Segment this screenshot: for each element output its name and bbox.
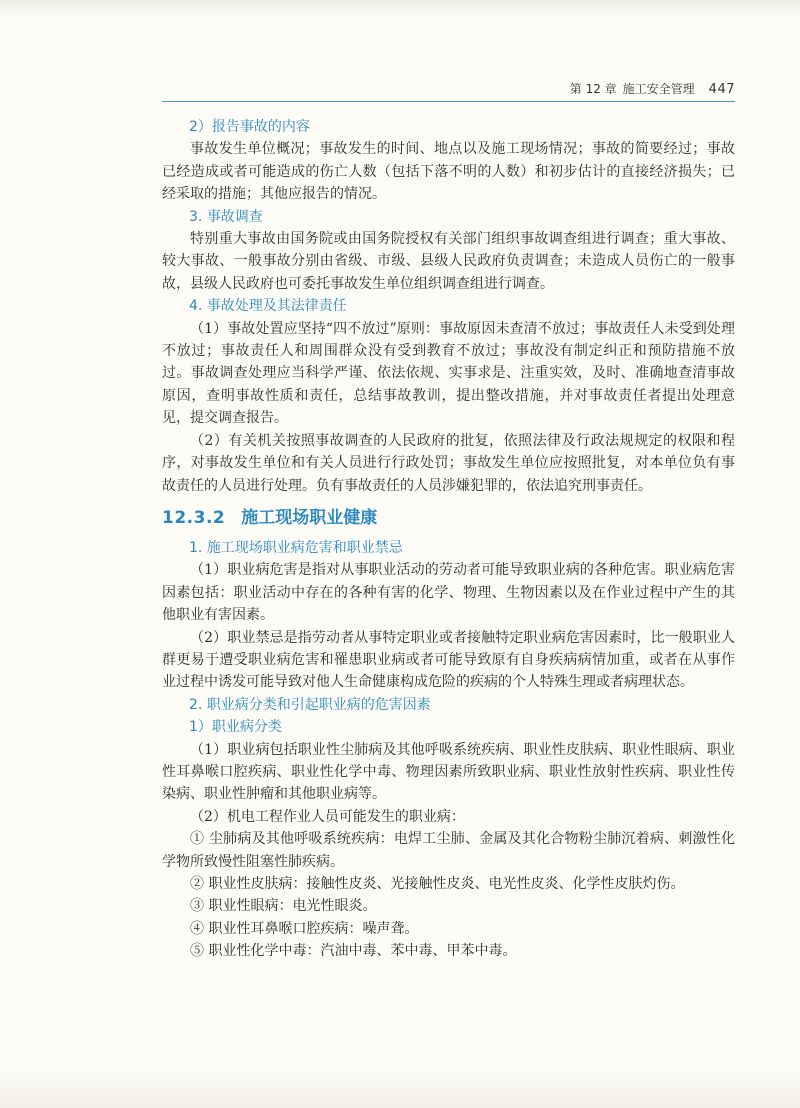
list-item: ④ 职业性耳鼻喉口腔疾病：噪声聋。 (190, 920, 419, 937)
hazards-heading: 1. 施工现场职业病危害和职业禁忌 (189, 539, 403, 556)
running-header (480, 80, 735, 97)
investigation-heading: 3. 事故调查 (189, 208, 263, 225)
investigation-paragraph: 特别重大事故由国务院或由国务院授权有关部门组织事故调查组进行调查；重大事故、较大事故、一般事故分别由省级、市级、县级人民政府负责调查；未造成人员伤亡的一般事故，县级人民政府也可委托事故发生单位组织调查组进行调查。 (162, 231, 735, 292)
section-heading (162, 507, 735, 529)
classification-subheading: 1）职业病分类 (189, 719, 282, 736)
page-bottom-shadow (0, 1068, 800, 1108)
page-body (162, 116, 735, 963)
chapter-label: 第 12 章 (569, 82, 617, 96)
list-item: ⑤ 职业性化学中毒：汽油中毒、苯中毒、甲苯中毒。 (190, 943, 517, 960)
hazards-paragraph-1: （1）职业病危害是指对从事职业活动的劳动者可能导致职业病的各种危害。职业病危害因素包括：职业活动中存在的各种有害的化学、物理、生物因素以及在作业过程中产生的其他职业有害因素。 (162, 562, 735, 624)
list-item: ② 职业性皮肤病：接触性皮炎、光接触性皮炎、电光性皮炎、化学性皮肤灼伤。 (190, 876, 685, 892)
section-number: 12.3.2 (162, 507, 226, 528)
report-content-heading: 2）报告事故的内容 (189, 119, 310, 135)
list-item: ③ 职业性眼病：电光性眼炎。 (190, 898, 377, 915)
classification-paragraph-1: （1）职业病包括职业性尘肺病及其他呼吸系统疾病、职业性皮肤病、职业性眼病、职业性耳鼻喉口腔疾病、职业性化学中毒、物理因素所致职业病、职业性放射性疾病、职业性传染病、职业性肿瘤和其他职业病等。 (162, 741, 735, 803)
page-number: 447 (708, 82, 735, 97)
classification-heading: 2. 职业病分类和引起职业病的危害因素 (189, 696, 431, 713)
hazards-paragraph-2: （2）职业禁忌是指劳动者从事特定职业或者接触特定职业病危害因素时，比一般职业人群更易于遭受职业病危害和罹患职业病或者可能导致原有自身疾病病情加重，或者在从事作业过程中诱发可能导致对他人生命健康构成危险的疾病的个人特殊生理或者病理状态。 (162, 629, 735, 691)
report-content-paragraph: 事故发生单位概况；事故发生的时间、地点以及施工现场情况；事故的简要经过；事故已经造成或者可能造成的伤亡人数（包括下落不明的人数）和初步估计的直接经济损失；已经采取的措施；其他应报告的情况。 (162, 141, 735, 203)
page-top-shadow (0, 0, 800, 18)
header-divider (162, 101, 735, 102)
handling-heading: 4. 事故处理及其法律责任 (189, 298, 347, 315)
list-item: ① 尘肺病及其他呼吸系统疾病：电焊工尘肺、金属及其化合物粉尘肺沉着病、刺激性化学物所致慢性阻塞性肺疾病。 (162, 831, 735, 870)
handling-paragraph-2: （2）有关机关按照事故调查的人民政府的批复，依照法律及行政法规规定的权限和程序，对事故发生单位和有关人员进行行政处罚；事故发生单位应按照批复，对本单位负有事故责任的人员进行处理。负有事故责任的人员涉嫌犯罪的，依法追究刑事责任。 (162, 432, 735, 494)
classification-paragraph-2: （2）机电工程作业人员可能发生的职业病： (190, 808, 465, 825)
chapter-title: 施工安全管理 (622, 82, 695, 96)
handling-paragraph-1: （1）事故处置应坚持“四不放过”原则：事故原因未查清不放过；事故责任人未受到处理不放过；事故责任人和周围群众没有受到教育不放过；事故没有制定纠正和预防措施不放过。事故调查处理应当科学严谨、依法依规、实事求是、注重实效，及时、准确地查清事故原因，查明事故性质和责任，总结事故教训，提出整改措施，并对事故责任者提出处理意见，提交调查报告。 (162, 320, 735, 427)
section-title: 施工现场职业健康 (241, 507, 378, 528)
